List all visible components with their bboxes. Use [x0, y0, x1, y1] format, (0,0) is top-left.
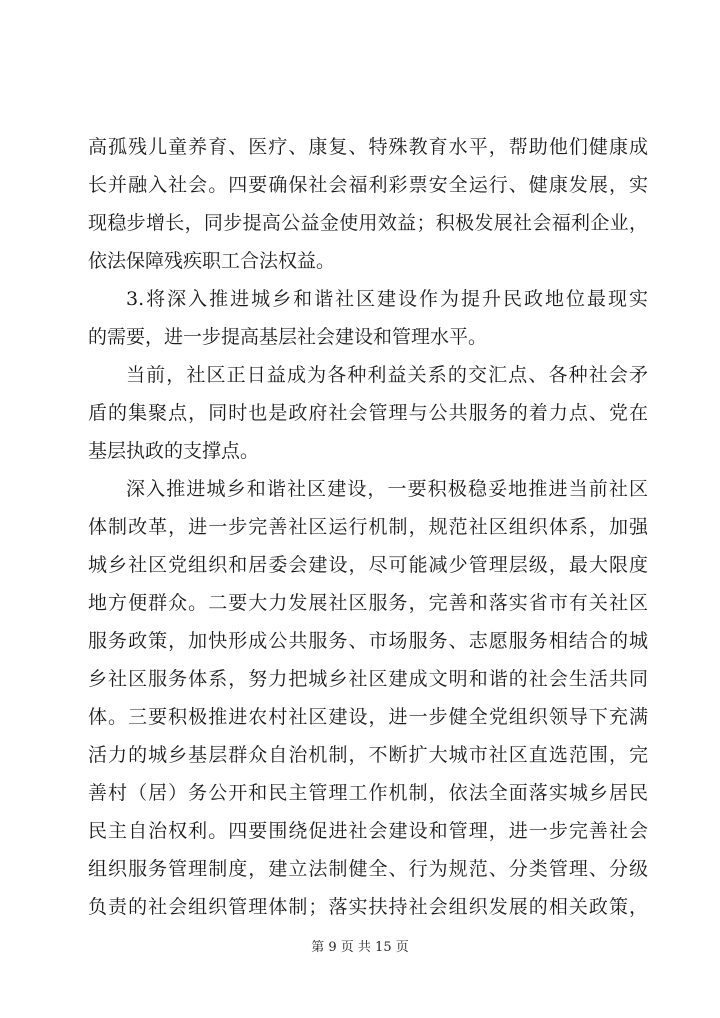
paragraph-line: 当前，社区正日益成为各种利益关系的交汇点、各种社会矛 [126, 364, 648, 386]
paragraph-line: 组织服务管理制度，建立法制健全、行为规范、分类管理、分级 [88, 858, 648, 880]
paragraph-line: 深入推进城乡和谐社区建设，一要积极稳妥地推进当前社区 [126, 478, 648, 500]
paragraph-line: 体制改革，进一步完善社区运行机制，规范社区组织体系，加强 [88, 516, 648, 538]
paragraph-line: 民主自治权利。四要围绕促进社会建设和管理，进一步完善社会 [88, 820, 648, 842]
paragraph-line: 城乡社区党组织和居委会建设，尽可能减少管理层级，最大限度 [88, 554, 648, 576]
section-heading-line: 3.将深入推进城乡和谐社区建设作为提升民政地位最现实 [126, 288, 648, 310]
section-heading-line: 的需要，进一步提高基层社会建设和管理水平。 [88, 326, 488, 348]
paragraph-line: 盾的集聚点，同时也是政府社会管理与公共服务的着力点、党在 [88, 402, 648, 424]
paragraph-line: 依法保障残疾职工合法权益。 [88, 250, 336, 272]
paragraph-line: 服务政策，加快形成公共服务、市场服务、志愿服务相结合的城 [88, 630, 648, 652]
paragraph-line: 高孤残儿童养育、医疗、康复、特殊教育水平，帮助他们健康成 [88, 136, 648, 158]
paragraph-line: 负责的社会组织管理体制；落实扶持社会组织发展的相关政策， [88, 896, 648, 918]
paragraph-line: 善村（居）务公开和民主管理工作机制，依法全面落实城乡居民 [88, 782, 648, 804]
paragraph-line: 乡社区服务体系，努力把城乡社区建成文明和谐的社会生活共同 [88, 668, 648, 690]
paragraph-line: 长并融入社会。四要确保社会福利彩票安全运行、健康发展，实 [88, 174, 648, 196]
paragraph-line: 现稳步增长，同步提高公益金使用效益；积极发展社会福利企业， [88, 212, 648, 234]
paragraph-line: 活力的城乡基层群众自治机制，不断扩大城市社区直选范围，完 [88, 744, 648, 766]
page-number-footer: 第 9 页 共 15 页 [311, 940, 409, 955]
paragraph-line: 地方便群众。二要大力发展社区服务，完善和落实省市有关社区 [88, 592, 648, 614]
paragraph-line: 基层执政的支撑点。 [88, 440, 260, 462]
paragraph-line: 体。三要积极推进农村社区建设，进一步健全党组织领导下充满 [88, 706, 648, 728]
